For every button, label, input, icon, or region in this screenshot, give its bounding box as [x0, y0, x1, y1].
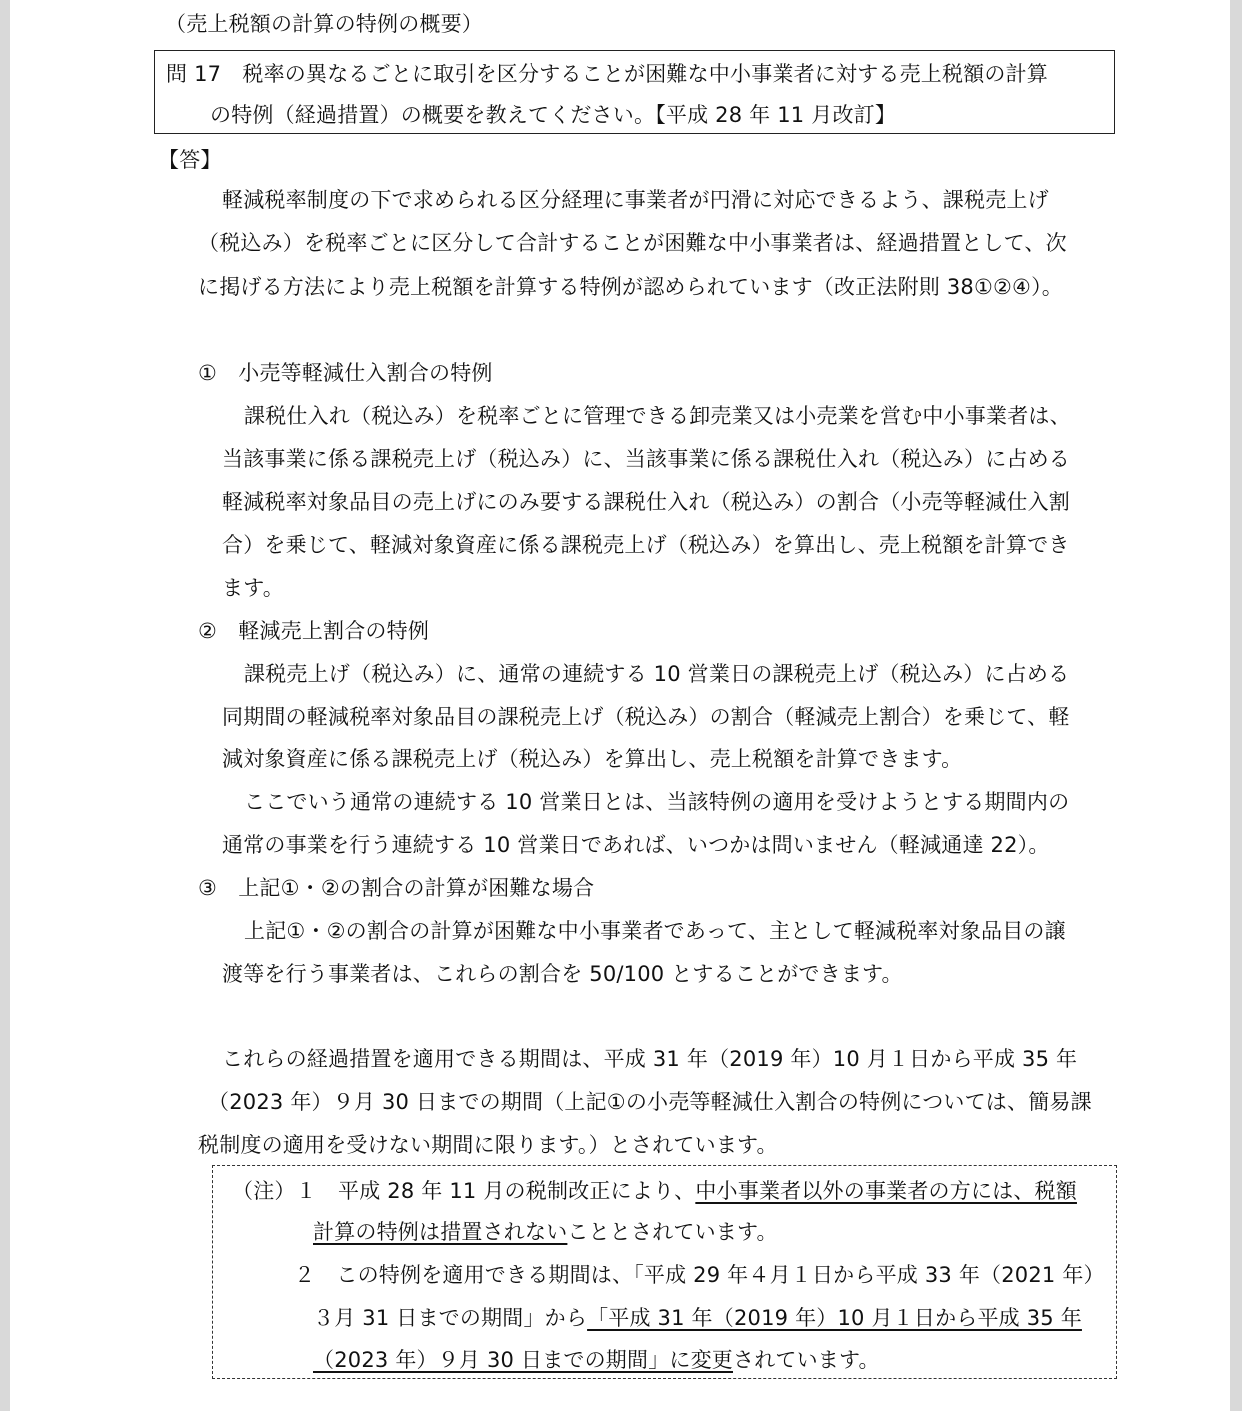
period-line-1: これらの経過措置を適用できる期間は、平成 31 年（2019 年）10 月１日から平成 35 年	[222, 1047, 1078, 1071]
question-line-2: の特例（経過措置）の概要を教えてください。【平成 28 年 11 月改訂】	[210, 103, 897, 127]
item2-line-4: ここでいう通常の連続する 10 営業日とは、当該特例の適用を受けようとする期間内の	[244, 790, 1070, 814]
note-2-line-3	[313, 1346, 880, 1374]
item2-line-2: 同期間の軽減税率対象品目の課税売上げ（税込み）の割合（軽減売上割合）を乗じて、軽	[222, 705, 1070, 729]
note-1-underlined-2: 計算の特例は措置されない	[313, 1220, 568, 1244]
item1-line-3: 軽減税率対象品目の売上げにのみ要する課税仕入れ（税込み）の割合（小売等軽減仕入割	[222, 490, 1070, 514]
note-1-line-2	[313, 1218, 778, 1246]
item1-line-4: 合）を乗じて、軽減対象資産に係る課税売上げ（税込み）を算出し、売上税額を計算でき	[222, 533, 1070, 557]
note-2-line-1: ２ この特例を適用できる期間は、「平成 29 年４月１日から平成 33 年（2021 年）	[294, 1263, 1105, 1287]
item1-heading: ① 小売等軽減仕入割合の特例	[198, 361, 493, 385]
document-page	[10, 0, 1230, 1411]
item2-line-3: 減対象資産に係る課税売上げ（税込み）を算出し、売上税額を計算できます。	[222, 747, 963, 771]
period-line-2: （2023 年）９月 30 日までの期間（上記①の小売等軽減仕入割合の特例については、簡易課	[208, 1090, 1092, 1114]
question-line-1: 問 17 税率の異なるごとに取引を区分することが困難な中小事業者に対する売上税額の計算	[166, 62, 1048, 86]
answer-label: 【答】	[158, 148, 222, 172]
note-2-underlined-2: （2023 年）９月 30 日までの期間」に変更	[313, 1348, 733, 1372]
intro-line-3: に掲げる方法により売上税額を計算する特例が認められています（改正法附則 38①②④）。	[198, 275, 1063, 299]
note-2-prefix: ３月 31 日までの期間」から	[313, 1306, 588, 1330]
item3-heading: ③ 上記①・②の割合の計算が困難な場合	[198, 876, 595, 900]
intro-line-1: 軽減税率制度の下で求められる区分経理に事業者が円滑に対応できるよう、課税売上げ	[222, 188, 1049, 212]
note-1-underlined-1: 中小事業者以外の事業者の方には、税額	[695, 1179, 1077, 1203]
item1-line-5: ます。	[222, 576, 284, 600]
note-1-suffix: こととされています。	[567, 1220, 778, 1244]
item3-line-2: 渡等を行う事業者は、これらの割合を 50/100 とすることができます。	[222, 962, 903, 986]
note-2-suffix: されています。	[733, 1348, 880, 1372]
section-title: （売上税額の計算の特例の概要）	[165, 12, 483, 36]
period-line-3: 税制度の適用を受けない期間に限ります。）とされています。	[198, 1133, 778, 1157]
intro-line-2: （税込み）を税率ごとに区分して合計することが困難な中小事業者は、経過措置として、次	[198, 231, 1067, 255]
item2-line-5: 通常の事業を行う連続する 10 営業日であれば、いつかは問いません（軽減通達 22）。	[222, 833, 1050, 857]
note-1-prefix: （注）１ 平成 28 年 11 月の税制改正により、	[232, 1179, 696, 1203]
item2-heading: ② 軽減売上割合の特例	[198, 619, 430, 643]
item3-line-1: 上記①・②の割合の計算が困難な中小事業者であって、主として軽減税率対象品目の譲	[244, 919, 1066, 943]
item1-line-1: 課税仕入れ（税込み）を税率ごとに管理できる卸売業又は小売業を営む中小事業者は、	[244, 404, 1071, 428]
note-2-underlined-1: 「平成 31 年（2019 年）10 月１日から平成 35 年	[587, 1306, 1082, 1330]
note-1-line-1	[232, 1177, 1077, 1205]
item1-line-2: 当該事業に係る課税売上げ（税込み）に、当該事業に係る課税仕入れ（税込み）に占める	[222, 447, 1070, 471]
item2-line-1: 課税売上げ（税込み）に、通常の連続する 10 営業日の課税売上げ（税込み）に占める	[244, 662, 1070, 686]
note-2-line-2	[313, 1304, 1082, 1332]
